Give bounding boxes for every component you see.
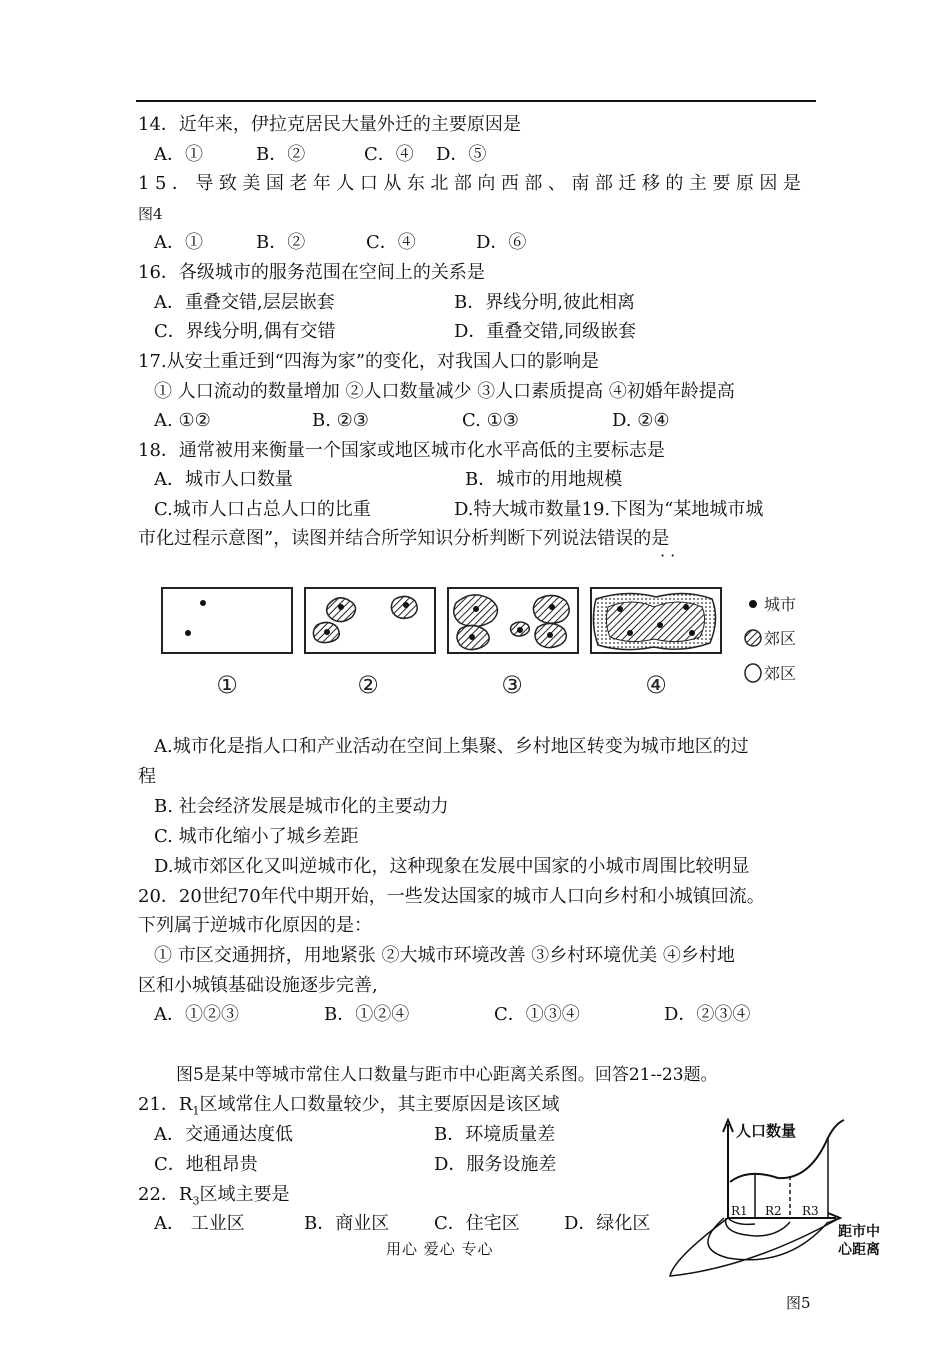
city-dot (200, 600, 206, 606)
q22-option-c[interactable]: C．住宅区 (434, 1213, 520, 1234)
q19-option-d[interactable]: D.城市郊区化又叫逆城市化，这种现象在发展中国家的小城市周围比较明显 (154, 856, 750, 877)
fig5-xlabel-line1: 距市中 (838, 1224, 880, 1240)
legend-city-symbol (749, 600, 757, 608)
q22-options (154, 1213, 650, 1235)
q16-option-b[interactable]: B．界线分明,彼此相离 (454, 292, 635, 313)
top-rule (136, 100, 816, 102)
q16-stem: 16．各级城市的服务范围在空间上的关系是 (138, 262, 485, 283)
q19-stem-part1: 19.下图为“某地城市城 (581, 499, 764, 520)
fig5-region-r3: R3 (802, 1204, 819, 1218)
q20-statements-line2: 区和小城镇基础设施逐步完善, (138, 975, 378, 996)
q21-stem: 21．$R_1$区域常住人口数量较少，其主要原因是该区域 (138, 1094, 560, 1118)
q20-statements-line1: ① 市区交通拥挤，用地紧张 ②大城市环境改善 ③乡村环境优美 ④乡村地 (154, 945, 735, 966)
q16-option-d[interactable]: D．重叠交错,同级嵌套 (454, 321, 637, 342)
stage-1-panel (162, 588, 292, 653)
q14-option-d[interactable]: D．⑤ (436, 144, 487, 165)
q18-option-a[interactable]: A．城市人口数量 (154, 469, 293, 490)
q21-option-a[interactable]: A．交通通达度低 (154, 1124, 293, 1145)
q20-stem-line2: 下列属于逆城市化原因的是： (138, 915, 372, 936)
q18-options-row2 (154, 499, 763, 521)
page-footer: 用心 爱心 专心 (386, 1240, 494, 1258)
q14-options (154, 144, 486, 166)
q18-option-c[interactable]: C.城市人口占总人口的比重 (154, 499, 371, 520)
fig5-ylabel: 人口数量 (736, 1122, 797, 1140)
q20-stem-line1: 20．20世纪70年代中期开始，一些发达国家的城市人口向乡村和小城镇回流。 (138, 886, 765, 907)
fig5-region-r2: R2 (765, 1204, 782, 1218)
q21-options-row1 (154, 1124, 555, 1146)
stage-4-panel (591, 588, 721, 653)
fig5-region-r1: R1 (731, 1204, 748, 1218)
q15-figref: 图4 (138, 205, 163, 223)
q19-stem-part2: 市化过程示意图”，读图并结合所学知识分析判断下列说法错误的是 (138, 528, 670, 549)
stage-3-panel (448, 588, 578, 653)
q14-stem: 14．近年来，伊拉克居民大量外迁的主要原因是 (138, 114, 521, 135)
q16-options-row1 (154, 292, 635, 314)
q17-options (154, 410, 670, 432)
q17-statements: ① 人口流动的数量增加 ②人口数量减少 ③人口素质提高 ④初婚年龄提高 (154, 381, 735, 402)
q14-option-a[interactable]: A．① (154, 144, 203, 165)
stage-label-1: ① (216, 671, 238, 699)
population-distance-figure (668, 1118, 898, 1283)
q17-stem: 17.从安土重迁到“四海为家”的变化，对我国人口的影响是 (138, 351, 600, 372)
q18-options-row1 (154, 469, 622, 491)
city-dot (185, 630, 191, 636)
q16-option-a[interactable]: A．重叠交错,层层嵌套 (154, 292, 335, 313)
q15-options (154, 232, 526, 254)
q21-option-c[interactable]: C．地租昂贵 (154, 1154, 258, 1175)
q22-option-b[interactable]: B．商业区 (304, 1213, 390, 1234)
q19-option-b[interactable]: B. 社会经济发展是城市化的主要动力 (154, 796, 449, 817)
legend-suburb-blank-symbol (745, 664, 761, 682)
q22-option-a[interactable]: A． 工业区 (154, 1213, 245, 1234)
q19-option-c[interactable]: C. 城市化缩小了城乡差距 (154, 826, 359, 847)
q20-option-b[interactable]: B．①②④ (324, 1004, 410, 1025)
q22-option-d[interactable]: D．绿化区 (564, 1213, 651, 1234)
legend-city-label: 城市 (764, 595, 797, 614)
q18-stem: 18．通常被用来衡量一个国家或地区城市化水平高低的主要标志是 (138, 440, 665, 461)
figure-legend (745, 595, 796, 683)
q17-option-b[interactable]: B. ②③ (312, 410, 369, 431)
q14-option-b[interactable]: B．② (256, 144, 306, 165)
q22-stem: 22．$R_3$区域主要是 (138, 1184, 290, 1208)
q21-options-row2 (154, 1154, 556, 1176)
q19-option-a-line1[interactable]: A.城市化是指人口和产业活动在空间上集聚、乡村地区转变为城市地区的过 (154, 736, 749, 757)
legend-suburb-blank-label: 郊区 (764, 664, 797, 683)
q15-option-d[interactable]: D．⑥ (476, 232, 527, 253)
q16-options-row2 (154, 321, 636, 343)
urbanization-process-figure (160, 585, 810, 710)
fig5-xlabel-line2: 心距离 (838, 1242, 880, 1258)
q19-option-a-line2: 程 (138, 766, 156, 787)
q15-option-c[interactable]: C．④ (366, 232, 416, 253)
q17-option-a[interactable]: A. ①② (154, 410, 211, 431)
q14-option-c[interactable]: C．④ (364, 144, 414, 165)
q20-option-c[interactable]: C．①③④ (494, 1004, 580, 1025)
q15-option-b[interactable]: B．② (256, 232, 306, 253)
fig5-caption: 图5 (786, 1294, 811, 1312)
q18-option-b[interactable]: B．城市的用地规模 (465, 469, 623, 490)
q20-option-a[interactable]: A．①②③ (154, 1004, 239, 1025)
stage-label-2: ② (357, 671, 379, 699)
q20-options (154, 1004, 750, 1026)
q15-stem: 15．导致美国老年人口从东北部向西部、南部迁移的主要原因是 (138, 173, 807, 194)
stage-2-panel (305, 588, 435, 653)
stage-label-4: ④ (645, 671, 667, 699)
stage-label-3: ③ (501, 671, 523, 699)
q17-option-d[interactable]: D. ②④ (612, 410, 670, 431)
q21-option-b[interactable]: B．环境质量差 (434, 1124, 556, 1145)
q16-option-c[interactable]: C．界线分明,偶有交错 (154, 321, 336, 342)
questions-21-23-intro: 图5是某中等城市常住人口数量与距市中心距离关系图。回答21--23题。 (176, 1065, 718, 1085)
legend-suburb-hatched-label: 郊区 (764, 629, 797, 648)
q19-emphasis-marks: · · (660, 546, 676, 565)
q15-option-a[interactable]: A．① (154, 232, 203, 253)
q21-option-d[interactable]: D．服务设施差 (434, 1154, 557, 1175)
q17-option-c[interactable]: C. ①③ (462, 410, 519, 431)
q20-option-d[interactable]: D．②③④ (664, 1004, 751, 1025)
legend-suburb-hatched-symbol (745, 630, 761, 646)
q18-option-d[interactable]: D.特大城市数量 (454, 499, 582, 520)
